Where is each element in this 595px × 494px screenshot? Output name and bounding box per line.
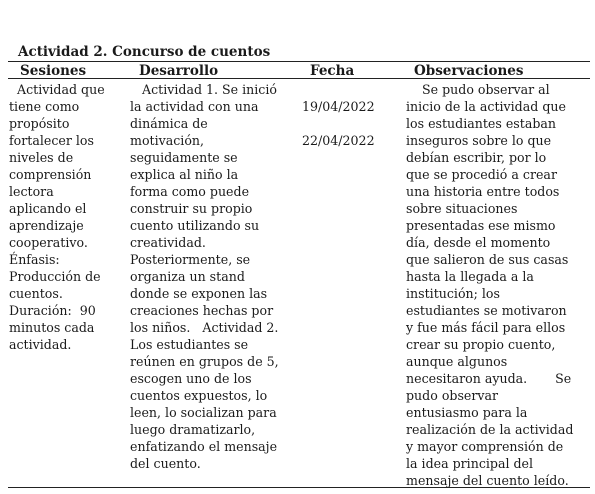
column-sesiones (9, 81, 105, 353)
observaciones-line: Se pudo observar al (406, 82, 550, 97)
sesiones-line: aprendizaje (9, 218, 84, 233)
observaciones-line: inicio de la actividad que (406, 99, 566, 114)
observaciones-line: aunque algunos (406, 354, 508, 369)
observaciones-line: los estudiantes estaban (406, 116, 557, 131)
sesiones-line: comprensión (9, 167, 92, 182)
desarrollo-line: organiza un stand (130, 269, 245, 284)
fecha-line (302, 81, 375, 98)
table-top-rule (8, 61, 590, 62)
desarrollo-line: Los estudiantes se (130, 337, 249, 352)
desarrollo-line: cuento utilizando su (130, 218, 260, 233)
observaciones-line: entusiasmo para la (406, 405, 528, 420)
sesiones-line: tiene como (9, 99, 80, 114)
header-desarrollo: Desarrollo (139, 63, 219, 79)
desarrollo-line: forma como puede (130, 184, 250, 199)
observaciones-line: sobre situaciones (406, 201, 518, 216)
desarrollo-line: creaciones hechas por (130, 303, 274, 318)
sesiones-line: cuentos. (9, 286, 63, 301)
observaciones-line: hasta la llegada a la (406, 269, 534, 284)
observaciones-line: que salieron de sus casas (406, 252, 569, 267)
sesiones-line: fortalecer los (9, 133, 94, 148)
column-desarrollo (130, 81, 279, 472)
observaciones-line: y fue más fácil para ellos (406, 320, 566, 335)
desarrollo-line: explica al niño la (130, 167, 239, 182)
sesiones-line: Producción de (9, 269, 101, 284)
table-title: Actividad 2. Concurso de cuentos (18, 44, 271, 60)
desarrollo-line: la actividad con una (130, 99, 259, 114)
desarrollo-line: creatividad. (130, 235, 206, 250)
desarrollo-line: construir su propio (130, 201, 253, 216)
observaciones-line: necesitaron ayuda. Se (406, 371, 572, 386)
sesiones-line: aplicando el (9, 201, 87, 216)
desarrollo-line: luego dramatizarlo, (130, 422, 256, 437)
sesiones-line: lectora (9, 184, 54, 199)
desarrollo-line: seguidamente se (130, 150, 238, 165)
fecha-line: 19/04/2022 (302, 99, 375, 114)
fecha-line: 22/04/2022 (302, 133, 375, 148)
observaciones-line: una historia entre todos (406, 184, 560, 199)
observaciones-line: la idea principal del (406, 456, 534, 471)
desarrollo-line: donde se exponen las (130, 286, 268, 301)
table-bottom-rule (8, 487, 590, 488)
desarrollo-line: enfatizando el mensaje (130, 439, 278, 454)
desarrollo-line: los niños. Actividad 2. (130, 320, 279, 335)
desarrollo-line: escogen uno de los (130, 371, 252, 386)
observaciones-line: día, desde el momento (406, 235, 551, 250)
header-bottom-rule (8, 78, 590, 79)
observaciones-line: pudo observar (406, 388, 499, 403)
sesiones-line: Duración: 90 (9, 303, 96, 318)
observaciones-line: crear su propio cuento, (406, 337, 556, 352)
observaciones-line: estudiantes se motivaron (406, 303, 567, 318)
observaciones-line: debían escribir, por lo (406, 150, 547, 165)
sesiones-line: Actividad que (9, 82, 105, 97)
sesiones-line: propósito (9, 116, 70, 131)
desarrollo-line: Actividad 1. Se inició (130, 82, 277, 97)
observaciones-line: mensaje del cuento leído. (406, 473, 569, 488)
observaciones-line: y mayor comprensión de (406, 439, 564, 454)
observaciones-line: realización de la actividad (406, 422, 574, 437)
observaciones-line: inseguros sobre lo que (406, 133, 552, 148)
header-fecha: Fecha (310, 63, 355, 79)
sesiones-line: cooperativo. (9, 235, 88, 250)
desarrollo-line: Posteriormente, se (130, 252, 251, 267)
column-observaciones (406, 81, 573, 489)
header-observaciones: Observaciones (414, 63, 524, 79)
sesiones-line: minutos cada (9, 320, 95, 335)
desarrollo-line: del cuento. (130, 456, 201, 471)
fecha-line (302, 115, 375, 132)
sesiones-line: Énfasis: (9, 252, 60, 267)
desarrollo-line: motivación, (130, 133, 205, 148)
observaciones-line: que se procedió a crear (406, 167, 557, 182)
sesiones-line: actividad. (9, 337, 72, 352)
header-sesiones: Sesiones (20, 63, 87, 79)
desarrollo-line: dinámica de (130, 116, 208, 131)
column-fecha (302, 81, 375, 149)
observaciones-line: institución; los (406, 286, 500, 301)
desarrollo-line: leen, lo socializan para (130, 405, 277, 420)
desarrollo-line: cuentos expuestos, lo (130, 388, 268, 403)
observaciones-line: presentadas ese mismo (406, 218, 556, 233)
desarrollo-line: reúnen en grupos de 5, (130, 354, 279, 369)
sesiones-line: niveles de (9, 150, 74, 165)
